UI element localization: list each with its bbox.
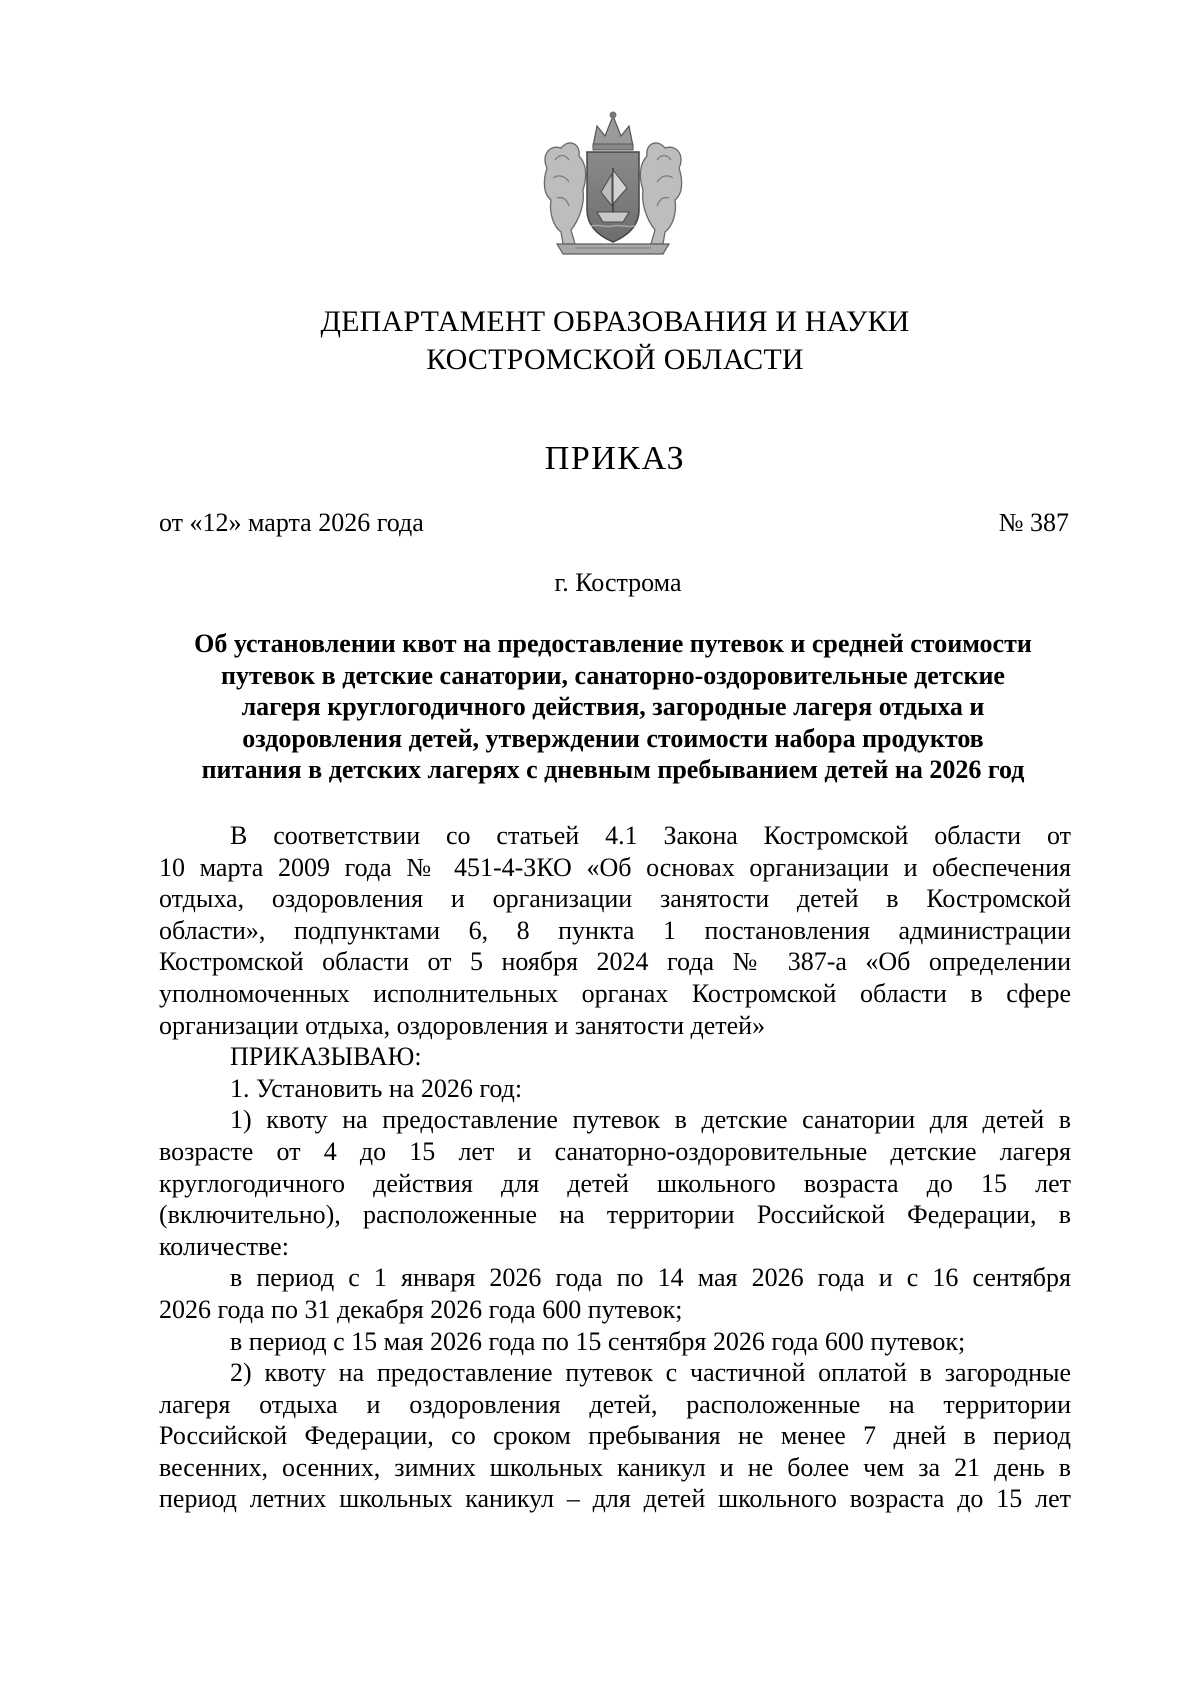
preamble-line: 10 марта 2009 года № 451-4-ЗКО «Об основах организации и обеспечения <box>159 852 1071 882</box>
item-line: весенних, осенних, зимних школьных каникул и не более чем за 21 день в <box>159 1452 1071 1482</box>
item-line: период летних школьных каникул – для детей школьного возраста до 15 лет <box>159 1484 1071 1514</box>
department-name-line-2: КОСТРОМСКОЙ ОБЛАСТИ <box>426 343 804 376</box>
period-line: в период с 1 января 2026 года по 14 мая 2026 года и с 16 сентября <box>230 1263 1071 1293</box>
item-1-subitem-1 <box>159 1104 1071 1262</box>
item-line: Российской Федерации, со сроком пребывания не менее 7 дней в период <box>159 1421 1071 1451</box>
period-2-paragraph: в период с 15 мая 2026 года по 15 сентября 2026 года 600 путевок; <box>230 1326 966 1356</box>
preamble-line: В соответствии со статьей 4.1 Закона Костромской области от <box>230 821 1071 850</box>
period-1-paragraph <box>159 1262 1071 1325</box>
preamble-line: организации отдыха, оздоровления и занятости детей» <box>159 1010 766 1040</box>
item-line: лагеря отдыха и оздоровления детей, расположенные на территории <box>159 1389 1071 1419</box>
item-line: (включительно), расположенные на территории Российской Федерации, в <box>159 1200 1071 1230</box>
order-body <box>159 820 1071 1515</box>
period-line: 2026 года по 31 декабря 2026 года 600 путевок; <box>159 1294 683 1324</box>
preamble-line: Костромской области от 5 ноября 2024 года № 387-а «Об определении <box>159 947 1071 977</box>
order-number: № 387 <box>998 508 1069 537</box>
coat-of-arms-emblem <box>535 108 691 258</box>
subject-line: Об установлении квот на предоставление путевок и средней стоимости <box>194 629 1032 658</box>
preamble-line: области», подпунктами 6, 8 пункта 1 постановления администрации <box>159 915 1071 945</box>
item-line: возрасте от 4 до 15 лет и санаторно-оздоровительные детские лагеря <box>159 1136 1071 1166</box>
subject-line: лагеря круглогодичного действия, загородные лагеря отдыха и <box>241 692 985 722</box>
item-line: 1) квоту на предоставление путевок в детские санатории для детей в <box>230 1105 1071 1135</box>
preamble-line: уполномоченных исполнительных органах Костромской области в сфере <box>159 978 1071 1008</box>
subject-line: путевок в детские санатории, санаторно-оздоровительные детские <box>221 660 1005 690</box>
preamble-line: отдыха, оздоровления и организации занятости детей в Костромской <box>159 884 1071 914</box>
item-line: круглогодичного действия для детей школьного возраста до 15 лет <box>159 1168 1071 1198</box>
item-line: 2) квоту на предоставление путевок с частичной оплатой в загородные <box>230 1358 1071 1388</box>
order-word: ПРИКАЗЫВАЮ: <box>230 1042 422 1072</box>
order-subject-heading <box>156 628 1070 786</box>
city-name: г. Кострома <box>554 568 682 597</box>
document-type-title: ПРИКАЗ <box>544 440 686 477</box>
preamble-paragraph <box>159 820 1071 1041</box>
department-name-line-1: ДЕПАРТАМЕНТ ОБРАЗОВАНИЯ И НАУКИ <box>320 305 910 338</box>
item-line: количестве: <box>159 1231 289 1261</box>
order-date: от «12» марта 2026 года <box>159 508 424 537</box>
subject-line: оздоровления детей, утверждении стоимости набора продуктов <box>242 723 984 753</box>
item-1-heading: 1. Установить на 2026 год: <box>230 1073 523 1103</box>
item-1-subitem-2 <box>159 1357 1071 1515</box>
subject-line: питания в детских лагерях с дневным пребыванием детей на 2026 год <box>201 755 1025 785</box>
